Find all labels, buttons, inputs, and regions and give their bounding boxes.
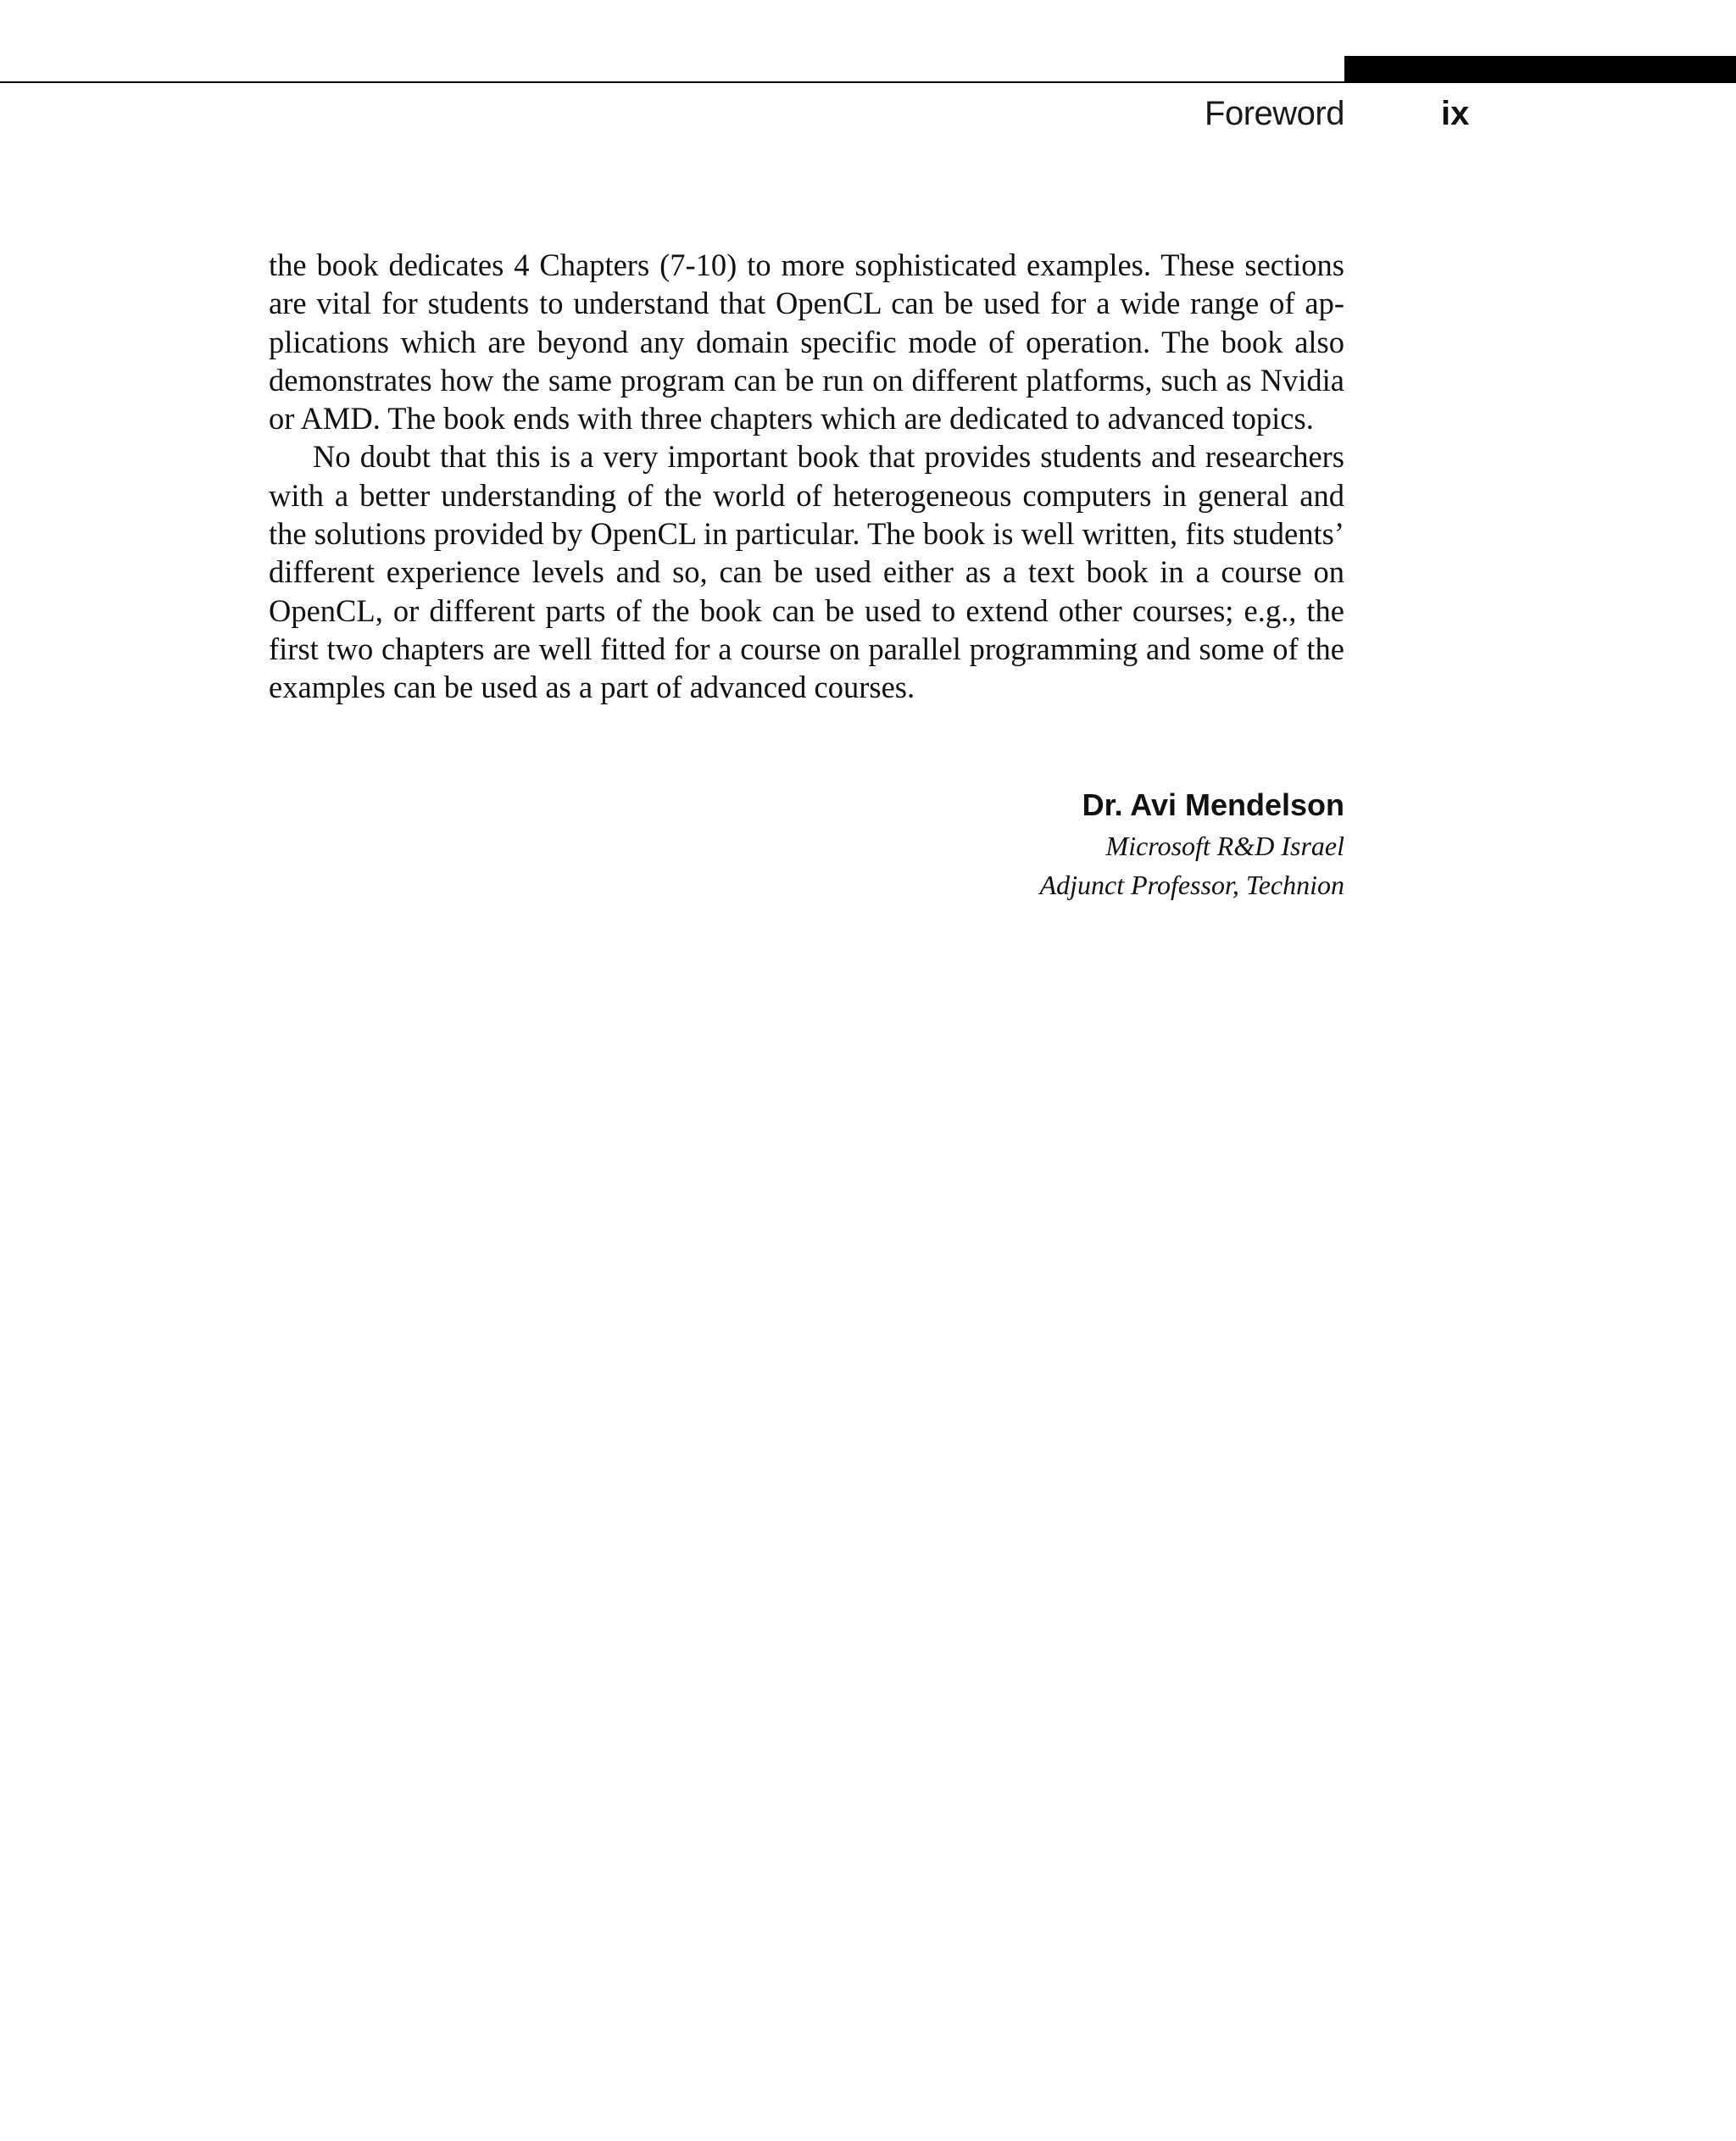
author-title: Adjunct Professor, Technion <box>1039 870 1344 900</box>
header-bar <box>1344 56 1736 83</box>
paragraph: the book dedicates 4 Chapters (7-10) to more sophisticated examples. These sections are vital for students to understand that OpenCL can be used for a wide range of applications which are beyond any domain specific mode of operation. The book also demonstrates how the same program can be run on different platforms, such as Nvidia or AMD. The book ends with three chapters which are dedicated to advanced topics. <box>269 247 1344 437</box>
author-name: Dr. Avi Mendelson <box>1082 787 1344 822</box>
header-rule <box>0 81 1344 83</box>
running-head: Foreword <box>1205 95 1344 132</box>
paragraph: No doubt that this is a very important book that provides students and researchers with a better understanding of the world of heterogeneous computers in general and the solutions provided by OpenCL in particular. The book is well written, fits students’ different experience levels and so, can be used either as a text book in a course on OpenCL, or different parts of the book can be used to extend other courses; e.g., the first two chapters are well fitted for a course on parallel programming and some of the examples can be used as a part of advanced courses. <box>269 439 1344 705</box>
signature-block <box>1040 784 1344 904</box>
body-text <box>269 246 1344 707</box>
author-affiliation: Microsoft R&D Israel <box>1105 831 1344 861</box>
page-number: ix <box>1441 95 1470 132</box>
